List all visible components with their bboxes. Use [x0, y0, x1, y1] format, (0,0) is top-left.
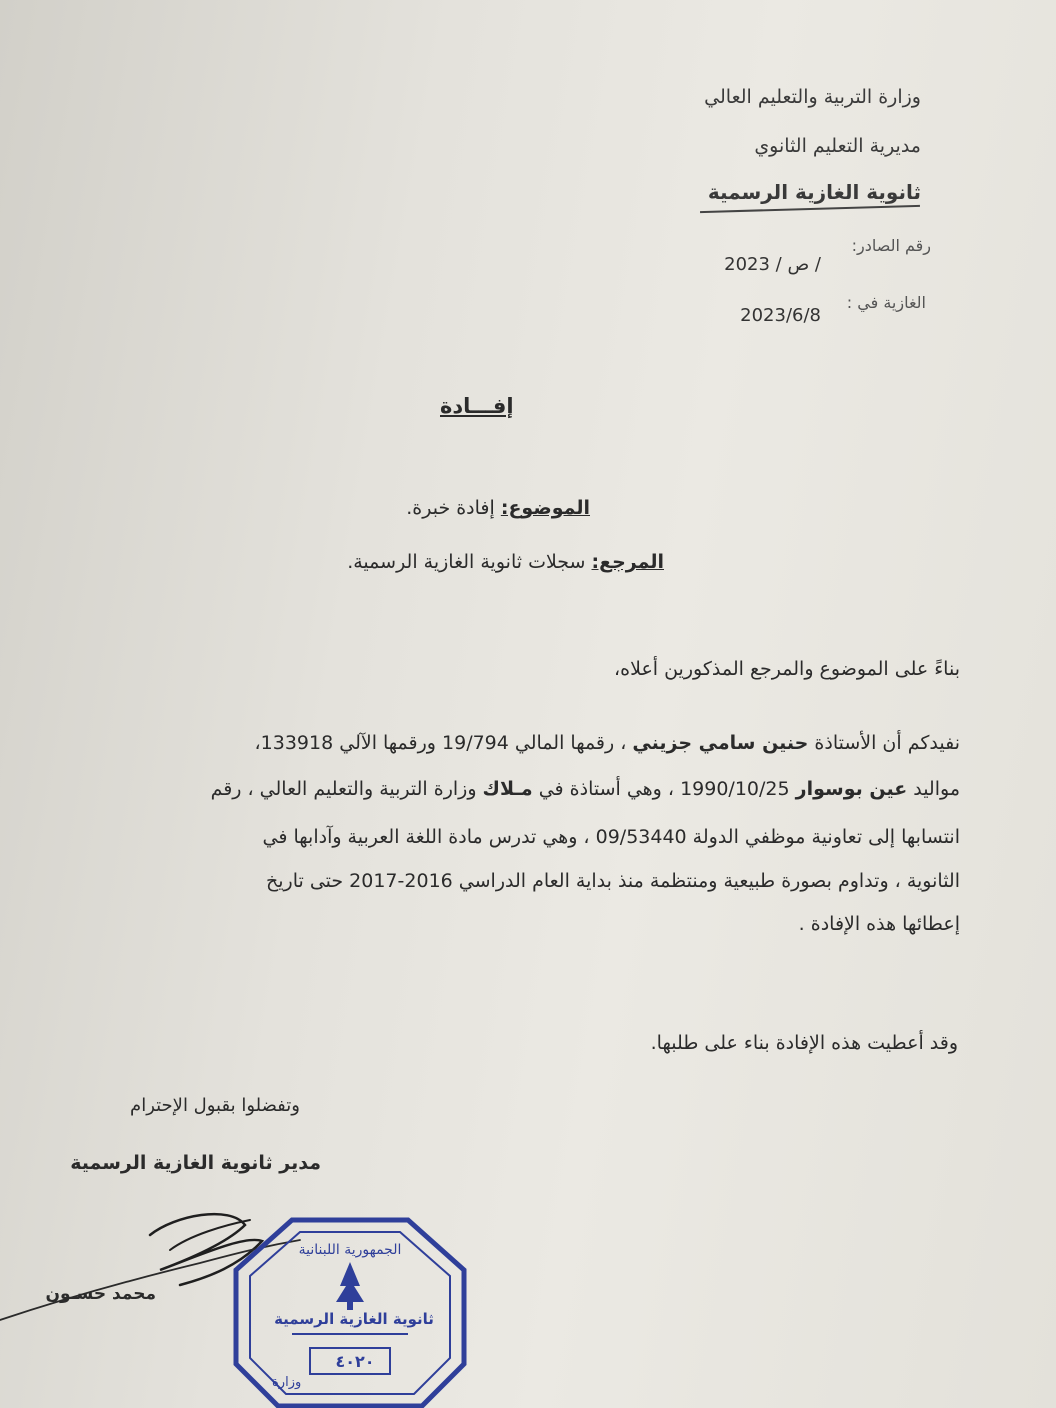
- stamp-arc-text: الجمهورية اللبنانية: [298, 1242, 402, 1258]
- body-line-1-b: ، رقمها المالي 19/794 ورقمها الآلي 133918،: [254, 732, 633, 754]
- body-line-3: انتسابها إلى تعاونية موظفي الدولة 09/53440 ، وهي تدرس مادة اللغة العربية وآدابها في: [262, 826, 960, 848]
- cedar-icon: [336, 1262, 364, 1302]
- closing-salutation: وتفضلوا بقبول الإحترام: [130, 1095, 300, 1116]
- directorate-header: مديرية التعليم الثانوي: [754, 135, 921, 157]
- subject-line: [406, 497, 590, 519]
- reference-text: سجلات ثانوية الغازية الرسمية.: [347, 551, 592, 573]
- stamp-school-name: ثانوية الغازية الرسمية: [274, 1310, 434, 1328]
- body-line-2-a: مواليد: [907, 778, 960, 800]
- birth-place: عين بوسوار: [795, 778, 908, 800]
- body-line-1-a: نفيدكم أن الأستاذة: [808, 732, 960, 754]
- body-line-4: الثانوية ، وتداوم بصورة طبيعية ومنتظمة منذ بداية العام الدراسي 2016-2017 حتى تاريخ: [265, 870, 960, 892]
- date-label: الغازية في :: [846, 293, 926, 312]
- director-title: مدير ثانوية الغازية الرسمية: [70, 1152, 321, 1174]
- teacher-name: حنين سامي جزيني: [632, 732, 809, 754]
- subject-label: الموضوع:: [500, 497, 590, 519]
- school-header: ثانوية الغازية الرسمية: [707, 180, 921, 204]
- body-line-2-c: وزارة التربية والتعليم العالي ، رقم: [210, 778, 483, 800]
- signatory-name: محمد حسـون: [45, 1284, 156, 1304]
- given-statement: وقد أعطيت هذه الإفادة بناء على طلبها.: [650, 1032, 958, 1054]
- stamp-ministry-text: وزارة: [272, 1375, 302, 1390]
- stamp-code: ٤٠٢٠: [335, 1352, 375, 1371]
- body-line-1: [255, 732, 960, 754]
- header-underline: [700, 205, 920, 213]
- document-title: إفـــادة: [440, 394, 514, 418]
- ministry-header: وزارة التربية والتعليم العالي: [704, 86, 921, 108]
- subject-text: إفادة خبرة.: [406, 497, 501, 519]
- issue-number-value: / ص / 2023: [724, 254, 821, 275]
- body-line-2-b: 1990/10/25 ، وهي أستاذة في: [532, 778, 796, 800]
- reference-line: [347, 551, 664, 573]
- body-intro: بناءً على الموضوع والمرجع المذكورين أعلاه،: [614, 658, 960, 680]
- body-line-2: [211, 778, 960, 800]
- date-value: 2023/6/8: [740, 305, 821, 326]
- employment-status: مـلاك: [482, 778, 533, 800]
- reference-label: المرجع:: [591, 551, 664, 573]
- issue-number-label: رقم الصادر:: [851, 236, 931, 255]
- body-line-5: إعطائها هذه الإفادة .: [798, 913, 960, 935]
